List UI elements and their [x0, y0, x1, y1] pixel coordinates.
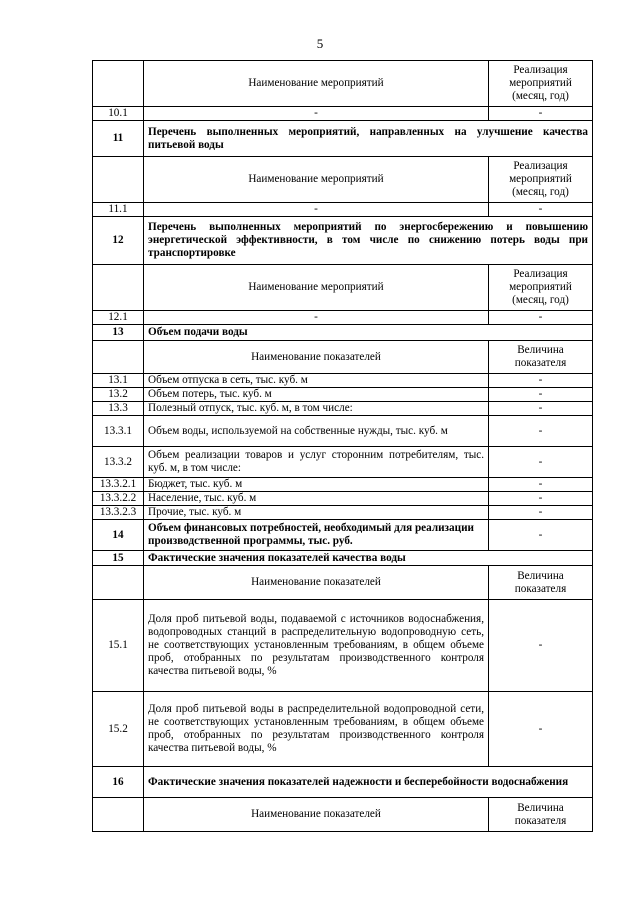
table-row [93, 478, 593, 492]
row-name: - [144, 311, 489, 325]
name-header: Наименование мероприятий [144, 61, 489, 107]
name-header: Наименование мероприятий [144, 265, 489, 311]
row-number: 11.1 [93, 203, 144, 217]
table-header-row [93, 157, 593, 203]
section-row [93, 551, 593, 566]
section-number: 12 [93, 217, 144, 265]
row-number: 13.3.2.3 [93, 506, 144, 520]
row-name: Доля проб питьевой воды, подаваемой с источников водоснабжения, водопроводных станций в распределительную водопроводную сеть, не соответствующих установленным требованиям, в общем объеме проб, отобранных по результатам производственного контроля качества питьевой воды, % [144, 600, 489, 692]
section-number: 15 [93, 551, 144, 566]
row-name: Полезный отпуск, тыс. куб. м, в том числе: [144, 402, 489, 416]
number-cell [93, 798, 144, 832]
row-name: Объем реализации товаров и услуг сторонним потребителям, тыс. куб. м, в том числе: [144, 447, 489, 478]
table-row [93, 374, 593, 388]
program-table [92, 60, 593, 832]
row-name: - [144, 107, 489, 121]
table-row [93, 388, 593, 402]
row-number: 15.2 [93, 692, 144, 767]
row-number: 13.3.2.2 [93, 492, 144, 506]
row-name: Население, тыс. куб. м [144, 492, 489, 506]
table-row [93, 506, 593, 520]
name-header: Наименование показателей [144, 566, 489, 600]
row-number: 13.3.2 [93, 447, 144, 478]
row-value: - [489, 388, 593, 402]
table-row [93, 402, 593, 416]
row-name: Доля проб питьевой воды в распределительной водопроводной сети, не соответствующих установленным требованиям, в общем объеме проб, отобранных по результатам производственного контроля качества питьевой воды, % [144, 692, 489, 767]
table-row [93, 107, 593, 121]
number-cell [93, 157, 144, 203]
name-header: Наименование мероприятий [144, 157, 489, 203]
row-value: - [489, 506, 593, 520]
section-row [93, 767, 593, 798]
table-header-row [93, 798, 593, 832]
number-cell [93, 566, 144, 600]
section-row [93, 121, 593, 157]
row-value: - [489, 416, 593, 447]
section-title: Перечень выполненных мероприятий, направленных на улучшение качества питьевой воды [144, 121, 593, 157]
row-value: - [489, 311, 593, 325]
row-name: Объем потерь, тыс. куб. м [144, 388, 489, 402]
row-value: - [489, 203, 593, 217]
table-header-row [93, 566, 593, 600]
section-title: Фактические значения показателей надежности и бесперебойности водоснабжения [144, 767, 593, 798]
section-number: 13 [93, 325, 144, 341]
row-number: 10.1 [93, 107, 144, 121]
table-row [93, 492, 593, 506]
table-row [93, 203, 593, 217]
row-value: - [489, 447, 593, 478]
name-header: Наименование показателей [144, 341, 489, 374]
table-row [93, 416, 593, 447]
row-value: - [489, 492, 593, 506]
row-value: - [489, 107, 593, 121]
table-row [93, 600, 593, 692]
table-header-row [93, 341, 593, 374]
section-title: Объем подачи воды [144, 325, 593, 341]
value-header: Реализация мероприятий (месяц, год) [489, 61, 593, 107]
row-value: - [489, 520, 593, 551]
row-number: 13.1 [93, 374, 144, 388]
table-header-row [93, 61, 593, 107]
value-header: Величина показателя [489, 566, 593, 600]
table-row [93, 692, 593, 767]
section-row [93, 325, 593, 341]
number-cell [93, 341, 144, 374]
number-cell [93, 61, 144, 107]
row-value: - [489, 402, 593, 416]
row-number: 13.2 [93, 388, 144, 402]
row-name: Бюджет, тыс. куб. м [144, 478, 489, 492]
row-number: 12.1 [93, 311, 144, 325]
table-row [93, 447, 593, 478]
row-number: 13.3 [93, 402, 144, 416]
number-cell [93, 265, 144, 311]
page-number: 5 [316, 36, 324, 51]
value-header: Величина показателя [489, 341, 593, 374]
section-number: 16 [93, 767, 144, 798]
row-name: Объем отпуска в сеть, тыс. куб. м [144, 374, 489, 388]
section-row [93, 520, 593, 551]
row-name: Объем воды, используемой на собственные нужды, тыс. куб. м [144, 416, 489, 447]
section-title: Перечень выполненных мероприятий по энергосбережению и повышению энергетической эффективности, в том числе по снижению потерь воды при транспортировке [144, 217, 593, 265]
name-header: Наименование показателей [144, 798, 489, 832]
section-title: Объем финансовых потребностей, необходимый для реализации производственной программы, тыс. руб. [144, 520, 489, 551]
table-row [93, 311, 593, 325]
row-value: - [489, 478, 593, 492]
table-header-row [93, 265, 593, 311]
row-name: Прочие, тыс. куб. м [144, 506, 489, 520]
value-header: Величина показателя [489, 798, 593, 832]
value-header: Реализация мероприятий (месяц, год) [489, 157, 593, 203]
section-number: 11 [93, 121, 144, 157]
row-value: - [489, 600, 593, 692]
row-number: 15.1 [93, 600, 144, 692]
row-value: - [489, 374, 593, 388]
row-number: 13.3.2.1 [93, 478, 144, 492]
value-header: Реализация мероприятий (месяц, год) [489, 265, 593, 311]
row-value: - [489, 692, 593, 767]
row-number: 13.3.1 [93, 416, 144, 447]
section-row [93, 217, 593, 265]
section-number: 14 [93, 520, 144, 551]
section-title: Фактические значения показателей качества воды [144, 551, 593, 566]
row-name: - [144, 203, 489, 217]
